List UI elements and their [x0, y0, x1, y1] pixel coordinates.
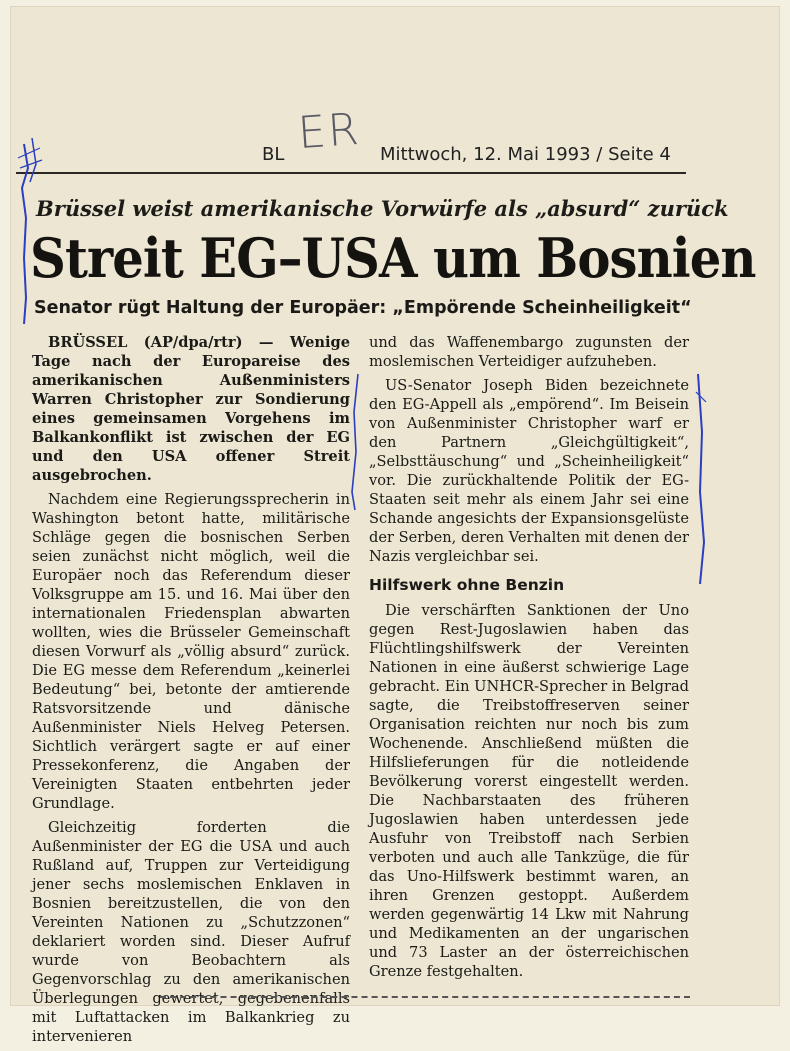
- right-column: [369, 333, 689, 986]
- body-paragraph: Die verschärften Sanktionen der Uno gegen Rest-Jugoslawien haben das Flüchtlingshilfswerk der Vereinten Nationen in eine äußerst schwierige Lage gebracht. Ein UNHCR-Sprecher in Belgrad sagte, die Treibstoffreserven seiner Organisation reichten nur noch bis zum Wochenende. Anschließend müßten die Hilfslieferungen für die notleidende Bevölkerung vorerst eingestellt werden. Die Nachbarstaaten des früheren Jugoslawien haben unterdessen jede Ausfuhr von Treibstoff nach Serbien verboten und auch alle Tankzüge, die für das Uno-Hilfswerk bestimmt waren, an ihren Grenzen gestoppt. Außerdem werden gegenwärtig 14 Lkw mit Nahrung und Medikamenten an der ungarischen und 73 Laster an der österreichischen Grenze festgehalten.: [369, 602, 689, 980]
- date-line: Mittwoch, 12. Mai 1993 / Seite 4: [380, 144, 671, 165]
- section-code: BL: [262, 144, 285, 165]
- body-paragraph: US-Senator Joseph Biden bezeichnete den EG-Appell als „empörend“. Im Beisein von Außenminister Christopher warf er den Partnern „Gleichgültigkeit“, „Selbsttäuschung“ und „Scheinheiligkeit“ vor. Die zurückhaltende Politik der EG-Staaten seit mehr als einem Jahr sei eine Schande angesichts der Expansionsgelüste der Serben, deren Verhalten mit denen der Nazis vergleichbar sei.: [369, 377, 689, 565]
- page-header: [262, 144, 692, 170]
- cut-edge: [160, 996, 690, 1002]
- body-paragraph: Gleichzeitig forderten die Außenminister der EG die USA und auch Rußland auf, Truppen zur Verteidigung jener sechs moslemischen Enklaven in Bosnien bereitzustellen, die von den Vereinten Nationen zu „Schutzzonen“ deklariert worden sind. Dieser Aufruf wurde von Beobachtern als Gegenvorschlag zu den amerikanischen Überlegungen gewertet, gegebenenfalls mit Luftattacken im Balkankrieg zu intervenieren: [32, 819, 350, 1045]
- header-rule: [16, 172, 686, 174]
- handwritten-initials: ER: [296, 103, 363, 160]
- lead-paragraph: BRÜSSEL (AP/dpa/rtr) — Wenige Tage nach der Europareise des amerikanischen Außenministers Warren Christopher zur Sondierung eines gemeinsamen Vorgehens im Balkankonflikt ist zwischen der EG und den USA offener Streit ausgebrochen.: [32, 334, 350, 484]
- article-headline: Streit EG–USA um Bosnien: [30, 226, 756, 290]
- body-paragraph: und das Waffenembargo zugunsten der moslemischen Verteidiger aufzuheben.: [369, 334, 689, 370]
- body-paragraph: Nachdem eine Regierungssprecherin in Washington betont hatte, militärische Schläge gegen die bosnischen Serben seien zunächst nicht möglich, weil die Europäer noch das Referendum dieser Volksgruppe am 15. und 16. Mai über den internationalen Friedensplan abwarten wollten, wies die Brüsseler Gemeinschaft diesen Vorwurf als „völlig absurd“ zurück. Die EG messe dem Referendum „keinerlei Bedeutung“ bei, betonte der amtierende Ratsvorsitzende und dänische Außenminister Niels Helveg Petersen. Sichtlich verärgert sagte er auf einer Pressekonferenz, die Angaben der Vereinigten Staaten entbehrten jeder Grundlage.: [32, 491, 350, 812]
- article-kicker: Brüssel weist amerikanische Vorwürfe als „absurd“ zurück: [36, 196, 729, 221]
- article-subhead: Senator rügt Haltung der Europäer: „Empörende Scheinheiligkeit“: [34, 298, 692, 318]
- section-heading: Hilfswerk ohne Benzin: [369, 576, 565, 594]
- left-column: [32, 333, 350, 1051]
